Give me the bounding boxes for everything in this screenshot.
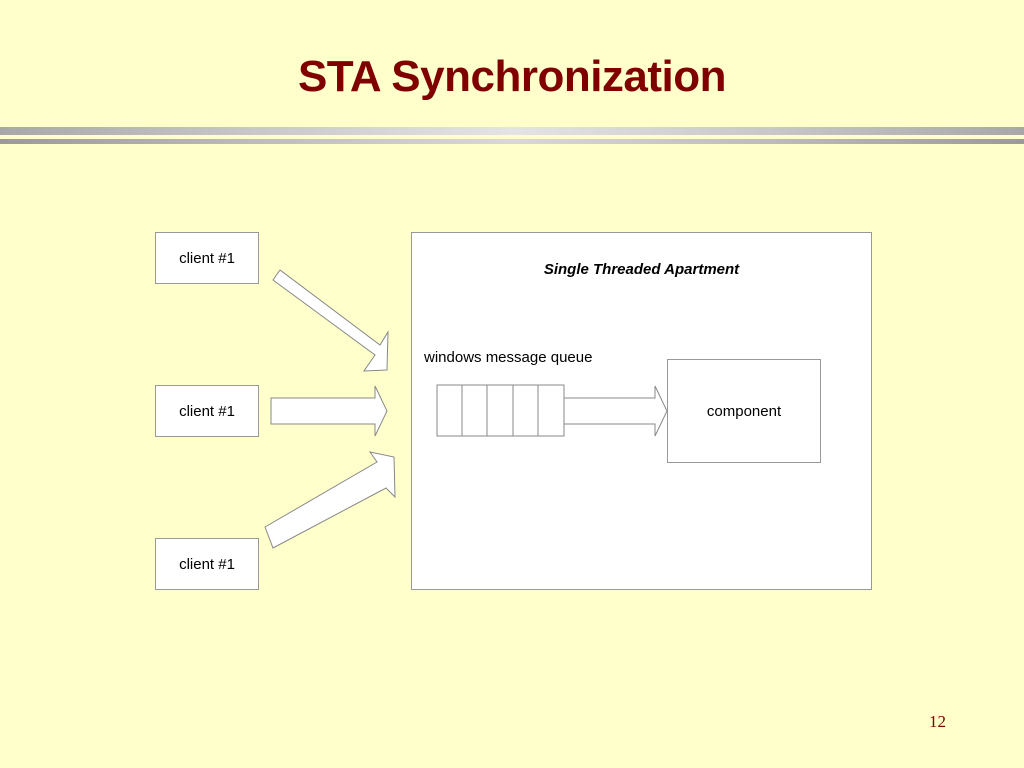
component-label: component [706,402,782,420]
client-label-2: client #1 [179,402,235,420]
arrow-client-1-to-apartment [273,270,388,371]
message-queue [437,385,564,436]
queue-cell-3 [487,385,513,436]
queue-cell-5 [538,385,564,436]
queue-cell-2 [462,385,487,436]
message-queue-label: windows message queue [424,349,593,366]
queue-cell-1 [437,385,462,436]
slide-title: STA Synchronization [297,52,727,101]
apartment-label: Single Threaded Apartment [543,261,740,278]
client-label-1: client #1 [179,249,235,267]
arrow-client-3-to-apartment [265,452,395,548]
page-number: 12 [929,712,946,731]
arrow-client-2-to-apartment [271,386,387,436]
queue-cell-4 [513,385,538,436]
arrow-queue-to-component [564,386,667,436]
client-label-3: client #1 [179,555,235,573]
